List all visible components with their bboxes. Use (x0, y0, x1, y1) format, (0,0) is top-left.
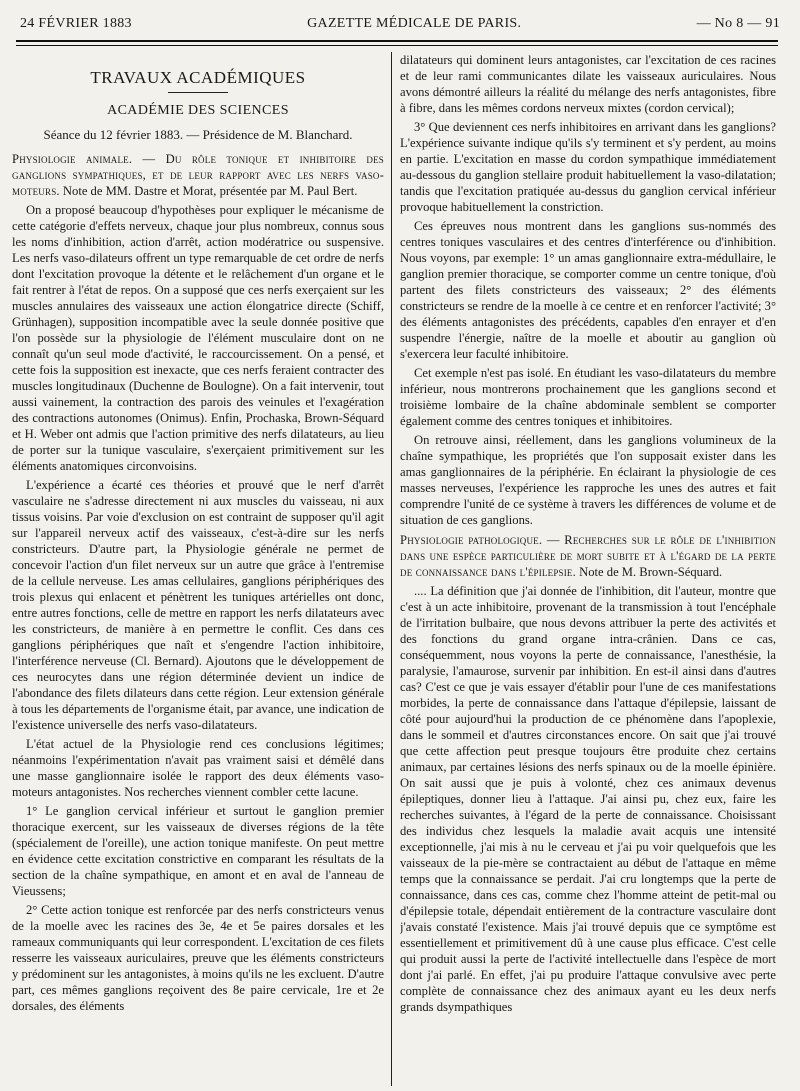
right-paragraph-1: dilatateurs qui dominent leurs antagonistes, car l'excitation de ces racines et de leur rami communicantes dilate les vaisseaux auriculaires. Nous avons démontré ailleurs la réalité du mélange des nerfs antagonistes, fibre à fibre, dans les mêmes cordons nerveux mixtes (cordon cervical); (400, 53, 776, 115)
header-rule-thick (16, 40, 778, 42)
page-header (20, 16, 780, 38)
right-column (400, 52, 776, 1086)
right-paragraph-3: Ces épreuves nous montrent dans les ganglions sus-nommés des centres toniques vasculaires et des centres d'interférence ou d'inhibition. Nous voyons, par exemple: 1° un amas ganglionnaire extra-médullaire, le ganglion premier thoracique, se comporter comme un centre tonique, d'où partent des filets constricteurs des vaisseaux; 2° des éléments constricteurs se rendre de la moelle à ce centre et en renforcer l'activité; 3° des éléments antagonistes des précédents, capables d'en enrayer et d'en suspendre l'énergie, naître de la moelle et aboutir au ganglion où s'exercera leur faculté inhibitoire. (400, 219, 776, 361)
section-title-rule (168, 92, 228, 93)
article-2-authors: Note de M. Brown-Séquard. (579, 565, 723, 579)
left-column (12, 52, 384, 1086)
session-line: Séance du 12 février 1883. — Présidence de M. Blanchard. (43, 127, 353, 142)
right-paragraph-5: On retrouve ainsi, réellement, dans les ganglions volumineux de la chaîne sympathique, les propriétés que l'on supposait exister dans les amas ganglionnaires de la périphérie. En éclairant la physiologie de ces masses nerveuses, l'expérience les rapproche les unes des autres et fait comprendre l'unité de ce système à travers les différences de volume et de situation de ces ganglions. (400, 433, 776, 527)
header-date: 24 FÉVRIER 1883 (20, 16, 132, 31)
header-rule-thin (16, 45, 778, 46)
left-paragraph-2: L'expérience a écarté ces théories et prouvé que le nerf d'arrêt vasculaire ne s'adresse directement ni aux muscles du vaisseau, ni aux tissus voisins. Par voie d'exclusion on est contraint de supposer qu'il agit sur l'appareil nerveux actif des vaisseaux, c'est-à-dire sur les nerfs constricteurs. D'autre part, la Physiologie générale ne permet de concevoir l'action d'un filet nerveux sur un autre que grâce à l'entremise de la cellule nerveuse. Les amas cellulaires, ganglions périphériques des trois plexus qui enlacent et pénètrent les tuniques artérielles ont donc, entre autres fonctions, celle de mettre en rapport les nerfs dilatateurs avec les constricteurs, de manière à en permettre le conflit. Ces dans ces ganglions périphériques que naît et s'engendre l'action inhibitoire, l'interférence nerveuse (Cl. Bernard). Ajoutons que le développement de ces neurocytes dans une région déterminée devient un indice de l'abondance des filets dilateurs dans cette région. Leur extension générale à tous les départements de l'organisme était, par avance, une indication de l'existence universelle des nerfs vaso-dilatateurs. (12, 478, 384, 732)
article-1-topic: Physiologie animale. — Du rôle tonique et inhibitoire des ganglions sympathiques, et de leur rapport avec les nerfs vaso-moteurs. (12, 152, 384, 198)
right-paragraph-2: 3° Que deviennent ces nerfs inhibitoires en arrivant dans les ganglions? L'expérience suivante indique qu'ils s'y terminent et s'y perdent, au moins en partie. L'excitation en masse du cordon sympathique immédiatement au-dessous du ganglion stellaire produit habituellement la vaso-dilatation; tandis que l'excitation pratiquée au-dessus du ganglion cervical inférieur provoque habituellement la constriction. (400, 120, 776, 214)
right-paragraph-4: Cet exemple n'est pas isolé. En étudiant les vaso-dilatateurs du membre inférieur, nous montrerons prochainement que les ganglions second et troisième lombaire de la chaîne abdominale semblent se comporter également comme des centres toniques et inhibitoires. (400, 366, 776, 428)
left-paragraph-5: 2° Cette action tonique est renforcée par des nerfs constricteurs venus de la moelle avec les racines des 3e, 4e et 5e paires dorsales et les rameaux communiquants qui leur correspondent. L'excitation de ces filets resserre les vaisseaux auriculaires, preuve que les éléments constricteurs y prédominent sur les antagonistes, à moins qu'ils ne les excluent. D'autre part, ces mêmes ganglions reçoivent des 8e paire cervicale, 1re et 2e dorsales, des éléments (12, 903, 384, 1013)
left-paragraph-3: L'état actuel de la Physiologie rend ces conclusions légitimes; néanmoins l'expérimentation n'avait pas vraiment saisi et démêlé dans une masse ganglionnaire isolée le rapport des deux éléments vaso-moteurs antagonistes. Nos recherches viennent combler cette lacune. (12, 737, 384, 799)
left-paragraph-4: 1° Le ganglion cervical inférieur et surtout le ganglion premier thoracique exercent, sur les vaisseaux de diverses régions de la tête (spécialement de l'oreille), une action tonique manifeste. On peut mettre en évidence cette excitation constrictive en comparant les résultats de la section de la chaîne sympathique, en amont et en aval de l'anneau de Vieussens; (12, 804, 384, 898)
header-page-number: — No 8 — 91 (696, 16, 780, 31)
right-paragraph-6: .... La définition que j'ai donnée de l'inhibition, dit l'auteur, montre que c'est à un acte inhibitoire, provenant de la transmission à tout l'encéphale de l'irritation bulbaire, que nous devons attribuer la perte des activités et des fonctions du grand organe intra-crânien. Dans ce cas, conséquemment, nous voyons la perte de connaissance, l'anesthésie, la paralysie, l'amaurose, survenir par inhibition. En est-il ainsi dans d'autres cas? C'est ce que je vais essayer d'établir pour l'une de ces manifestations morbides, la perte de connaissance dans l'attaque d'épilepsie, laissant de côté pour aujourd'hui la production de ce phénomène dans l'apoplexie, dans le sommeil et d'autres circonstances encore. On sait que j'ai trouvé que cette affection peut presque toujours être produite chez certains animaux, par certaines lésions des nerfs spinaux ou de la moelle épinière. On sait aussi que je puis à volonté, chez ces animaux devenus épileptiques, donner lieu à l'attaque. J'ai ainsi pu, chez eux, faire les recherches suivantes, à l'égard de la perte de connaissance. Choisissant des individus chez lesquels la maladie avait acquis une intensité exceptionnelle, j'ai mis à nu le cerveau et j'ai pu voir quelquefois que les vaisseaux de la pie-mère se contractaient au début de l'attaque en même temps que la connaissance se perdait. J'ai cru longtemps que la perte de connaissance, dans ces cas, comme chez l'homme atteint de petit-mal ou d'épilepsie totale, dépendait entièrement de la contracture vasculaire dont j'avais constaté l'existence. Mais j'ai trouvé depuis que ce symptôme est essentiellement et primitivement dû à une cause plus efficace. C'est celle qui produit aussi la perte de l'activité intellectuelle dans l'espèce de mort dont j'ai parlé. En effet, j'ai pu produire l'attaque convulsive avec perte complète de connaissance chez des animaux ayant eu les deux nerfs grands dsympathiques (400, 584, 776, 1014)
left-paragraph-1: On a proposé beaucoup d'hypothèses pour expliquer le mécanisme de cette catégorie d'effets nerveux, chaque jour plus nombreux, connus sous les noms d'inhibition, action d'arrêt, action modératrice ou suspensive. Les nerfs vaso-dilateurs offrent un type remarquable de cet ordre de nerfs dont l'excitation provoque la détente et le relâchement d'un organe et le fait rentrer à l'état de repos. On a supposé que ces nerfs exerçaient sur les muscles annulaires des vaisseaux une action élongatrice directe (Schiff, Grünhagen), supposition incompatible avec la seule donnée positive que l'on possède sur la physiologie de l'élément musculaire dont on ne connaît qu'un seul mode d'activité, le raccourcissement. On a pensé, et cette fois la supposition est inexacte, que ces nerfs feraient contracter des muscles longitudinaux (Duchenne de Boulogne). On a fait intervenir, tout aussi vainement, la contraction des parois des veinules et l'exagération des contractions autonomes (Onimus). Enfin, Prochaska, Brown-Séquard et H. Weber ont admis que l'action primitive des nerfs dilatateurs, au lieu de porter sur la tunique vasculaire, s'exerçaient primitivement sur les éléments anatomiques circonvoisins. (12, 203, 384, 473)
academy-title: ACADÉMIE DES SCIENCES (107, 103, 289, 118)
article-1-authors: Note de MM. Dastre et Morat, présentée par M. Paul Bert. (62, 184, 358, 198)
article-2-topic: Physiologie pathologique. — Recherches sur le rôle de l'inhibition dans une espèce particulière de mort subite et à l'égard de la perte de connaissance dans l'épilepsie. (400, 533, 776, 579)
header-title: GAZETTE MÉDICALE DE PARIS. (307, 16, 522, 31)
article-1-heading (12, 151, 384, 199)
column-divider (391, 52, 392, 1086)
article-2-heading (400, 532, 776, 580)
section-title: TRAVAUX ACADÉMIQUES (90, 68, 306, 87)
